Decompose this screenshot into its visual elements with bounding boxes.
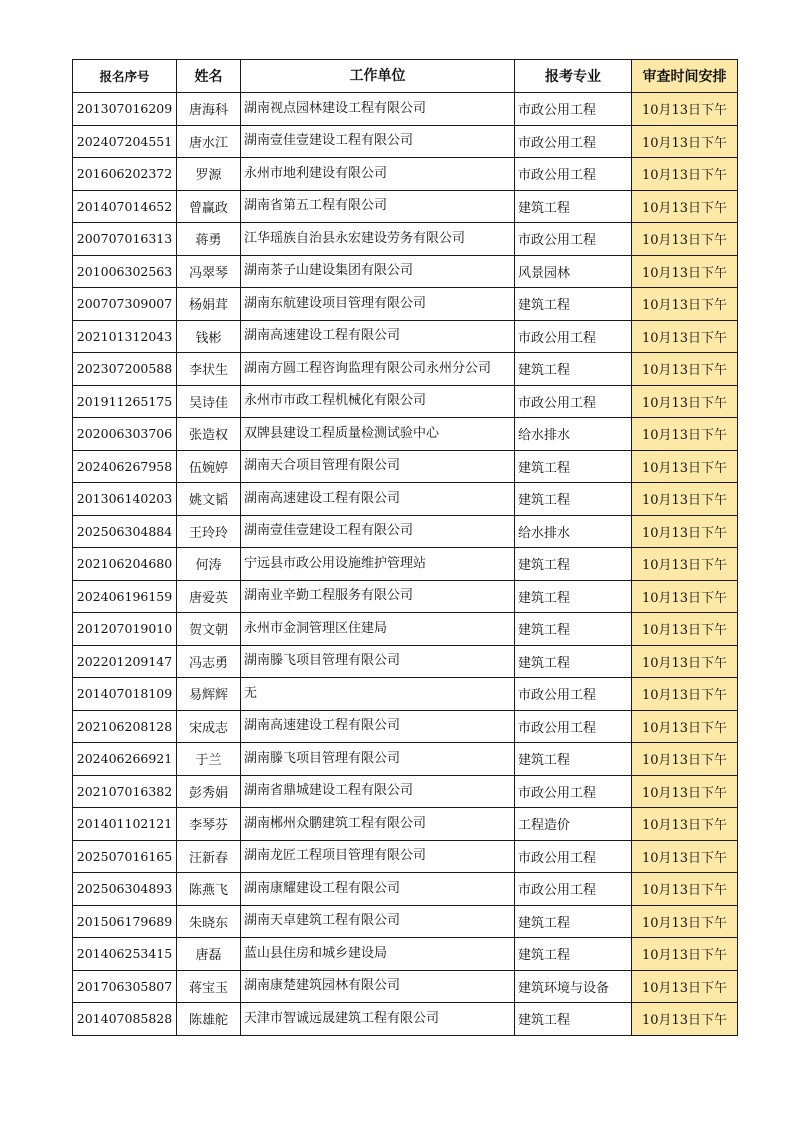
registration-number-cell: 202307200588 — [73, 353, 177, 386]
major-cell: 市政公用工程 — [515, 840, 632, 873]
registration-number-cell: 202406196159 — [73, 580, 177, 613]
major-cell: 市政公用工程 — [515, 678, 632, 711]
table-row — [73, 515, 738, 548]
review-time-cell: 10月13日下午 — [632, 840, 738, 873]
work-unit-cell: 湖南视点园林建设工程有限公司 — [241, 93, 515, 126]
registration-number-cell: 202507016165 — [73, 840, 177, 873]
review-time-cell: 10月13日下午 — [632, 125, 738, 158]
work-unit-cell: 湖南龙匠工程项目管理有限公司 — [241, 840, 515, 873]
major-cell: 市政公用工程 — [515, 775, 632, 808]
table-row — [73, 93, 738, 126]
table-row — [73, 125, 738, 158]
review-time-cell: 10月13日下午 — [632, 905, 738, 938]
table-row — [73, 970, 738, 1003]
table-row — [73, 808, 738, 841]
review-time-cell: 10月13日下午 — [632, 353, 738, 386]
review-time-cell: 10月13日下午 — [632, 288, 738, 321]
registration-number-cell: 202406267958 — [73, 450, 177, 483]
name-cell: 伍婉婷 — [177, 450, 241, 483]
work-unit-cell: 湖南业辛勤工程服务有限公司 — [241, 580, 515, 613]
work-unit-cell: 宁远县市政公用设施维护管理站 — [241, 548, 515, 581]
registration-number-cell: 201706305807 — [73, 970, 177, 1003]
registration-number-cell: 201207019010 — [73, 613, 177, 646]
review-schedule-table — [72, 59, 738, 1036]
review-time-cell: 10月13日下午 — [632, 483, 738, 516]
review-time-cell: 10月13日下午 — [632, 775, 738, 808]
table-row — [73, 223, 738, 256]
table-body — [73, 93, 738, 1036]
name-cell: 汪新春 — [177, 840, 241, 873]
table-row — [73, 775, 738, 808]
major-cell: 市政公用工程 — [515, 158, 632, 191]
name-cell: 唐水江 — [177, 125, 241, 158]
header-registration-number: 报名序号 — [73, 60, 177, 93]
work-unit-cell: 湖南省鼎城建设工程有限公司 — [241, 775, 515, 808]
work-unit-cell: 湖南壹佳壹建设工程有限公司 — [241, 125, 515, 158]
review-time-cell: 10月13日下午 — [632, 970, 738, 1003]
table-row — [73, 418, 738, 451]
name-cell: 张造权 — [177, 418, 241, 451]
work-unit-cell: 江华瑶族自治县永宏建设劳务有限公司 — [241, 223, 515, 256]
table-row — [73, 938, 738, 971]
name-cell: 蒋勇 — [177, 223, 241, 256]
table-row — [73, 548, 738, 581]
work-unit-cell: 湖南茶子山建设集团有限公司 — [241, 255, 515, 288]
name-cell: 李琴芬 — [177, 808, 241, 841]
registration-number-cell: 202101312043 — [73, 320, 177, 353]
registration-number-cell: 201406253415 — [73, 938, 177, 971]
registration-number-cell: 200707016313 — [73, 223, 177, 256]
review-time-cell: 10月13日下午 — [632, 678, 738, 711]
major-cell: 工程造价 — [515, 808, 632, 841]
registration-number-cell: 201307016209 — [73, 93, 177, 126]
registration-number-cell: 202506304893 — [73, 873, 177, 906]
table-header-row — [73, 60, 738, 93]
review-time-cell: 10月13日下午 — [632, 873, 738, 906]
header-major: 报考专业 — [515, 60, 632, 93]
review-time-cell: 10月13日下午 — [632, 320, 738, 353]
registration-number-cell: 201606202372 — [73, 158, 177, 191]
table-row — [73, 840, 738, 873]
major-cell: 建筑工程 — [515, 938, 632, 971]
registration-number-cell: 202006303706 — [73, 418, 177, 451]
name-cell: 唐磊 — [177, 938, 241, 971]
review-time-cell: 10月13日下午 — [632, 808, 738, 841]
table-row — [73, 190, 738, 223]
review-time-cell: 10月13日下午 — [632, 1003, 738, 1036]
name-cell: 罗源 — [177, 158, 241, 191]
review-time-cell: 10月13日下午 — [632, 938, 738, 971]
table-row — [73, 678, 738, 711]
review-time-cell: 10月13日下午 — [632, 548, 738, 581]
major-cell: 建筑工程 — [515, 548, 632, 581]
work-unit-cell: 永州市金洞管理区住建局 — [241, 613, 515, 646]
major-cell: 市政公用工程 — [515, 125, 632, 158]
major-cell: 建筑工程 — [515, 288, 632, 321]
name-cell: 彭秀娟 — [177, 775, 241, 808]
major-cell: 建筑工程 — [515, 450, 632, 483]
major-cell: 建筑工程 — [515, 580, 632, 613]
name-cell: 何涛 — [177, 548, 241, 581]
work-unit-cell: 湖南方圆工程咨询监理有限公司永州分公司 — [241, 353, 515, 386]
work-unit-cell: 无 — [241, 678, 515, 711]
major-cell: 市政公用工程 — [515, 320, 632, 353]
work-unit-cell: 湖南东航建设项目管理有限公司 — [241, 288, 515, 321]
work-unit-cell: 湖南天卓建筑工程有限公司 — [241, 905, 515, 938]
major-cell: 市政公用工程 — [515, 93, 632, 126]
table-row — [73, 483, 738, 516]
registration-number-cell: 202406266921 — [73, 743, 177, 776]
table-row — [73, 580, 738, 613]
table-row — [73, 1003, 738, 1036]
major-cell: 建筑工程 — [515, 190, 632, 223]
name-cell: 唐爱英 — [177, 580, 241, 613]
review-time-cell: 10月13日下午 — [632, 743, 738, 776]
major-cell: 市政公用工程 — [515, 710, 632, 743]
review-time-cell: 10月13日下午 — [632, 710, 738, 743]
table-row — [73, 645, 738, 678]
name-cell: 王玲玲 — [177, 515, 241, 548]
registration-number-cell: 201006302563 — [73, 255, 177, 288]
work-unit-cell: 湖南天合项目管理有限公司 — [241, 450, 515, 483]
registration-number-cell: 201407085828 — [73, 1003, 177, 1036]
work-unit-cell: 湖南康耀建设工程有限公司 — [241, 873, 515, 906]
work-unit-cell: 湖南高速建设工程有限公司 — [241, 710, 515, 743]
registration-number-cell: 202506304884 — [73, 515, 177, 548]
table-row — [73, 450, 738, 483]
major-cell: 给水排水 — [515, 515, 632, 548]
review-time-cell: 10月13日下午 — [632, 515, 738, 548]
registration-number-cell: 201911265175 — [73, 385, 177, 418]
work-unit-cell: 湖南郴州众鹏建筑工程有限公司 — [241, 808, 515, 841]
registration-number-cell: 201407014652 — [73, 190, 177, 223]
major-cell: 建筑工程 — [515, 613, 632, 646]
major-cell: 市政公用工程 — [515, 873, 632, 906]
review-time-cell: 10月13日下午 — [632, 645, 738, 678]
name-cell: 宋成志 — [177, 710, 241, 743]
name-cell: 朱晓东 — [177, 905, 241, 938]
work-unit-cell: 湖南滕飞项目管理有限公司 — [241, 645, 515, 678]
registration-number-cell: 202106204680 — [73, 548, 177, 581]
review-time-cell: 10月13日下午 — [632, 580, 738, 613]
name-cell: 唐海科 — [177, 93, 241, 126]
work-unit-cell: 湖南高速建设工程有限公司 — [241, 320, 515, 353]
registration-number-cell: 201407018109 — [73, 678, 177, 711]
major-cell: 建筑工程 — [515, 483, 632, 516]
work-unit-cell: 湖南滕飞项目管理有限公司 — [241, 743, 515, 776]
registration-number-cell: 202407204551 — [73, 125, 177, 158]
registration-number-cell: 201506179689 — [73, 905, 177, 938]
review-time-cell: 10月13日下午 — [632, 450, 738, 483]
name-cell: 冯翠琴 — [177, 255, 241, 288]
table-row — [73, 353, 738, 386]
header-review-time: 审查时间安排 — [632, 60, 738, 93]
major-cell: 建筑工程 — [515, 353, 632, 386]
name-cell: 姚文韬 — [177, 483, 241, 516]
review-time-cell: 10月13日下午 — [632, 255, 738, 288]
table-row — [73, 158, 738, 191]
review-time-cell: 10月13日下午 — [632, 223, 738, 256]
table-row — [73, 385, 738, 418]
name-cell: 蒋宝玉 — [177, 970, 241, 1003]
name-cell: 李状生 — [177, 353, 241, 386]
name-cell: 于兰 — [177, 743, 241, 776]
name-cell: 贺文朝 — [177, 613, 241, 646]
table-row — [73, 288, 738, 321]
name-cell: 陈燕飞 — [177, 873, 241, 906]
work-unit-cell: 双牌县建设工程质量检测试验中心 — [241, 418, 515, 451]
name-cell: 吴诗佳 — [177, 385, 241, 418]
work-unit-cell: 蓝山县住房和城乡建设局 — [241, 938, 515, 971]
major-cell: 市政公用工程 — [515, 223, 632, 256]
work-unit-cell: 湖南省第五工程有限公司 — [241, 190, 515, 223]
work-unit-cell: 天津市智诚远晟建筑工程有限公司 — [241, 1003, 515, 1036]
major-cell: 建筑工程 — [515, 1003, 632, 1036]
major-cell: 建筑工程 — [515, 743, 632, 776]
review-time-cell: 10月13日下午 — [632, 418, 738, 451]
header-work-unit: 工作单位 — [241, 60, 515, 93]
review-time-cell: 10月13日下午 — [632, 190, 738, 223]
work-unit-cell: 永州市市政工程机械化有限公司 — [241, 385, 515, 418]
major-cell: 建筑环境与设备 — [515, 970, 632, 1003]
table-row — [73, 873, 738, 906]
name-cell: 钱彬 — [177, 320, 241, 353]
major-cell: 市政公用工程 — [515, 385, 632, 418]
name-cell: 陈雄舵 — [177, 1003, 241, 1036]
work-unit-cell: 湖南康楚建筑园林有限公司 — [241, 970, 515, 1003]
table-row — [73, 255, 738, 288]
registration-number-cell: 202106208128 — [73, 710, 177, 743]
name-cell: 杨娟茸 — [177, 288, 241, 321]
name-cell: 曾赢政 — [177, 190, 241, 223]
review-time-cell: 10月13日下午 — [632, 385, 738, 418]
major-cell: 建筑工程 — [515, 905, 632, 938]
registration-number-cell: 201401102121 — [73, 808, 177, 841]
registration-number-cell: 201306140203 — [73, 483, 177, 516]
work-unit-cell: 湖南高速建设工程有限公司 — [241, 483, 515, 516]
table-row — [73, 905, 738, 938]
review-time-cell: 10月13日下午 — [632, 613, 738, 646]
review-time-cell: 10月13日下午 — [632, 158, 738, 191]
registration-number-cell: 202107016382 — [73, 775, 177, 808]
major-cell: 风景园林 — [515, 255, 632, 288]
registration-number-cell: 202201209147 — [73, 645, 177, 678]
work-unit-cell: 湖南壹佳壹建设工程有限公司 — [241, 515, 515, 548]
header-name: 姓名 — [177, 60, 241, 93]
registration-number-cell: 200707309007 — [73, 288, 177, 321]
table-row — [73, 320, 738, 353]
name-cell: 冯志勇 — [177, 645, 241, 678]
table-row — [73, 743, 738, 776]
major-cell: 给水排水 — [515, 418, 632, 451]
table-row — [73, 710, 738, 743]
table-row — [73, 613, 738, 646]
work-unit-cell: 永州市地利建设有限公司 — [241, 158, 515, 191]
major-cell: 建筑工程 — [515, 645, 632, 678]
review-time-cell: 10月13日下午 — [632, 93, 738, 126]
name-cell: 易辉辉 — [177, 678, 241, 711]
